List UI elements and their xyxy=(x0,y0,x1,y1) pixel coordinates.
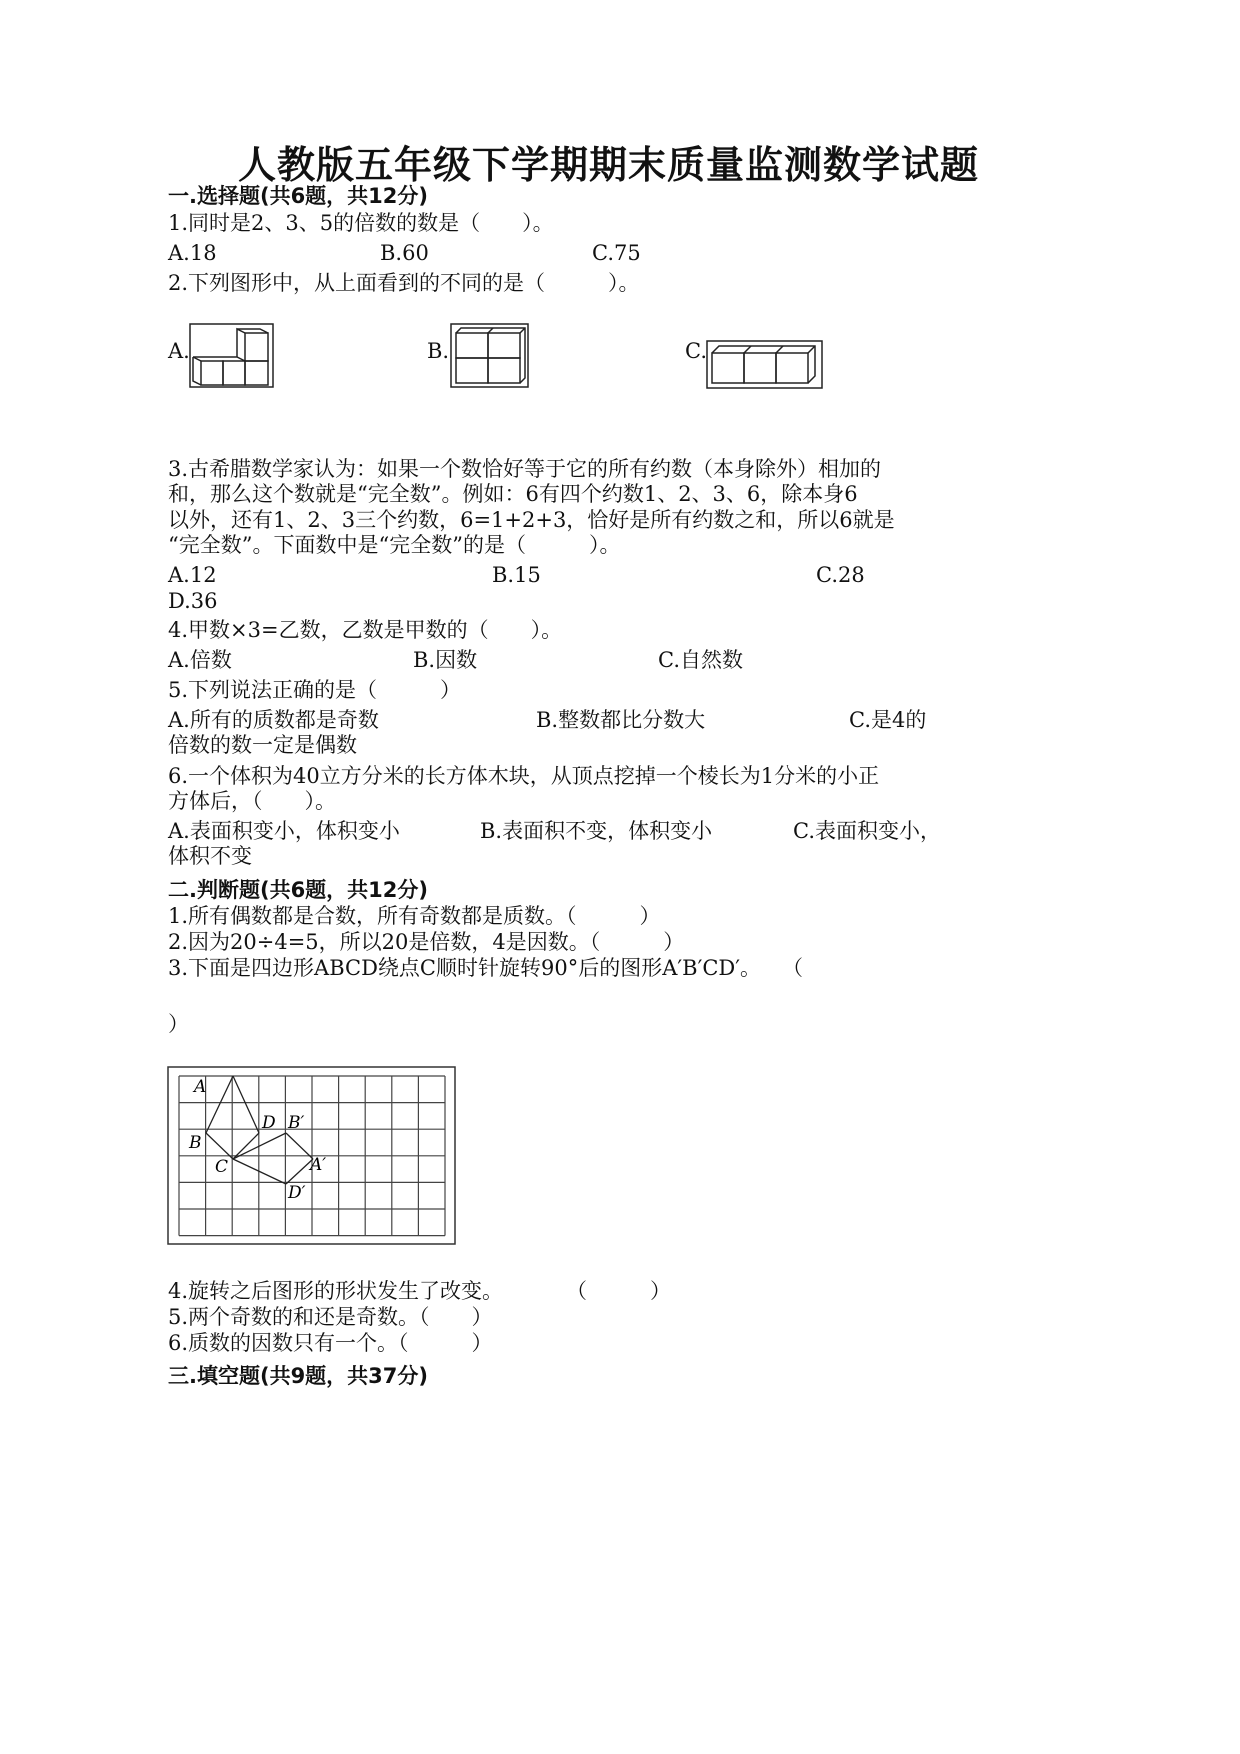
section-heading-judge: 二.判断题(共6题，共12分) xyxy=(168,878,429,902)
question-1-4: 4.甲数×3=乙数，乙数是甲数的（ ）。 xyxy=(168,618,563,642)
option-b: B.60 xyxy=(380,241,429,265)
option-a: A.所有的质数都是奇数 xyxy=(168,708,379,732)
question-1-3-line-1: 3.古希腊数学家认为：如果一个数恰好等于它的所有约数（本身除外）相加的 xyxy=(168,457,882,481)
option-b: B.表面积不变，体积变小 xyxy=(480,819,713,843)
question-2-3-close: ） xyxy=(168,1012,189,1036)
section-heading-fill: 三.填空题(共9题，共37分) xyxy=(168,1364,429,1388)
question-1-5: 5.下列说法正确的是（ ） xyxy=(168,678,462,702)
label-a-prime: A′ xyxy=(310,1155,327,1175)
option-b: B.因数 xyxy=(413,648,478,672)
option-c-continued: 体积不变 xyxy=(168,844,252,868)
option-d: D.36 xyxy=(168,589,218,613)
question-2-6: 6.质数的因数只有一个。（ ） xyxy=(168,1331,493,1355)
option-c: C.是4的 xyxy=(849,708,927,732)
label-a: A xyxy=(194,1077,207,1097)
question-1-6-line-1: 6.一个体积为40立方分米的长方体木块，从顶点挖掉一个棱长为1分米的小正 xyxy=(168,764,880,788)
option-b: B.15 xyxy=(492,563,541,587)
rotation-grid-figure xyxy=(167,1066,457,1246)
question-1-1: 1.同时是2、3、5的倍数的数是（ ）。 xyxy=(168,211,554,235)
label-d: D xyxy=(262,1113,276,1133)
option-c: C.75 xyxy=(592,241,641,265)
section-heading-choice: 一.选择题(共6题，共12分) xyxy=(168,184,429,208)
question-1-3-line-2: 和，那么这个数就是“完全数”。例如：6有四个约数1、2、3、6，除本身6 xyxy=(168,482,858,506)
option-c: C.28 xyxy=(816,563,865,587)
option-a: A.18 xyxy=(168,241,217,265)
option-b: B. xyxy=(427,339,450,363)
option-a: A. xyxy=(168,339,190,363)
label-b: B xyxy=(189,1133,202,1153)
question-2-3: 3.下面是四边形ABCD绕点C顺时针旋转90°后的图形A′B′CD′。 （ xyxy=(168,956,804,980)
option-c-continued: 倍数的数一定是偶数 xyxy=(168,733,357,757)
option-a: A.倍数 xyxy=(168,648,232,672)
option-c: C. xyxy=(685,339,707,363)
label-c: C xyxy=(215,1157,229,1177)
option-c: C.自然数 xyxy=(658,648,743,672)
option-c: C.表面积变小， xyxy=(793,819,941,843)
question-2-4: 4.旋转之后图形的形状发生了改变。 （ ） xyxy=(168,1279,672,1303)
option-a: A.表面积变小，体积变小 xyxy=(168,819,400,843)
option-b: B.整数都比分数大 xyxy=(536,708,706,732)
question-2-1: 1.所有偶数都是合数，所有奇数都是质数。（ ） xyxy=(168,904,661,928)
option-a-figure xyxy=(189,323,275,389)
question-1-3-line-4: “完全数”。下面数中是“完全数”的是（ ）。 xyxy=(168,533,621,557)
question-2-5: 5.两个奇数的和还是奇数。（ ） xyxy=(168,1305,493,1329)
label-b-prime: B′ xyxy=(288,1113,305,1133)
question-1-3-line-3: 以外，还有1、2、3三个约数，6=1+2+3，恰好是所有约数之和，所以6就是 xyxy=(168,508,895,532)
option-a: A.12 xyxy=(168,563,217,587)
option-c-figure xyxy=(706,340,824,390)
label-d-prime: D′ xyxy=(288,1183,306,1203)
question-1-6-line-2: 方体后，（ ）。 xyxy=(168,789,336,813)
question-2-2: 2.因为20÷4=5，所以20是倍数，4是因数。（ ） xyxy=(168,930,685,954)
page-title: 人教版五年级下学期期末质量监测数学试题 xyxy=(238,142,980,187)
question-1-2: 2.下列图形中，从上面看到的不同的是（ ）。 xyxy=(168,271,640,295)
option-b-figure xyxy=(450,323,530,389)
